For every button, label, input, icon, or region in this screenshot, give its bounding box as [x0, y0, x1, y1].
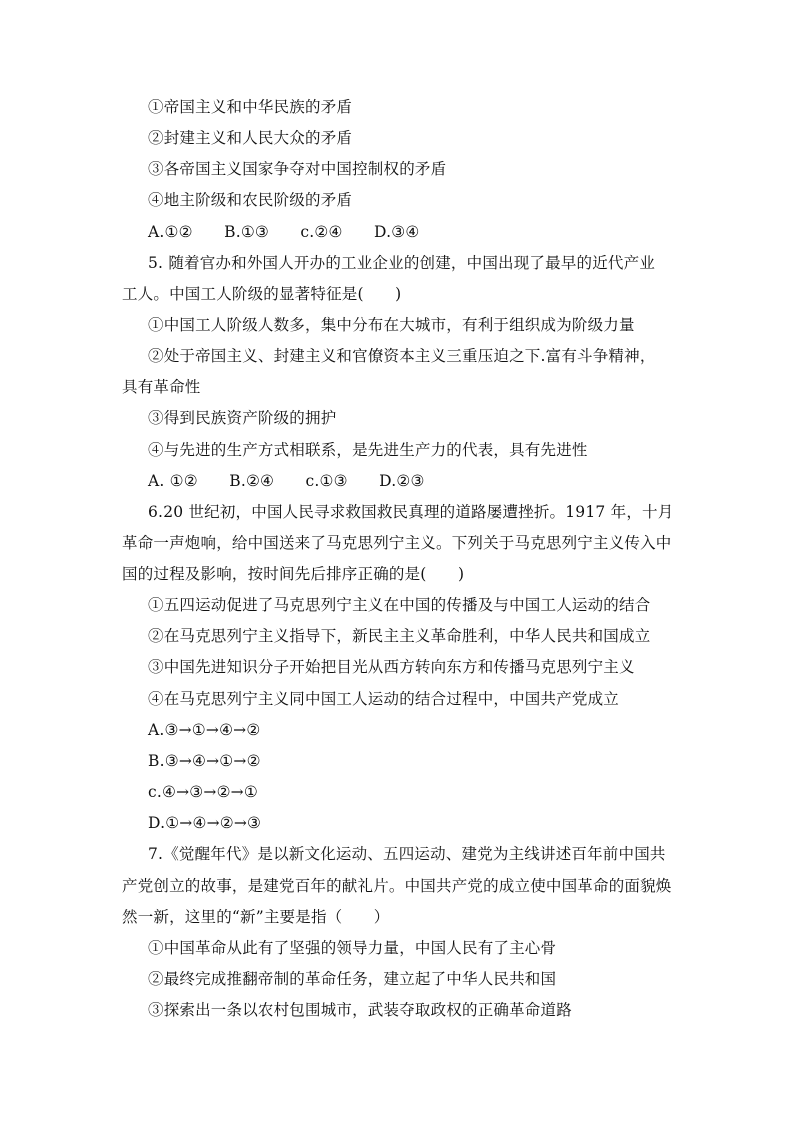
answer-choices: A. ①② B.②④ c.①③ D.②③: [148, 472, 425, 490]
option-line: ④与先进的生产方式相联系，是先进生产力的代表，具有先进性: [148, 441, 588, 459]
option-line: ②封建主义和人民大众的矛盾: [148, 129, 353, 147]
option-line: ①中国工人阶级人数多，集中分布在大城市，有利于组织成为阶级力量: [148, 316, 635, 334]
option-line: ①帝国主义和中华民族的矛盾: [148, 98, 353, 116]
option-line: ③得到民族资产阶级的拥护: [148, 409, 337, 427]
answer-choice-b: B.③→④→①→②: [148, 752, 261, 770]
question-7-stem-cont: 产党创立的故事，是建党百年的献礼片。中国共产党的成立使中国革命的面貌焕: [122, 877, 672, 895]
answer-choice-a: A.③→①→④→②: [148, 721, 261, 739]
option-line: ①中国革命从此有了坚强的领导力量，中国人民有了主心骨: [148, 939, 557, 957]
option-line: ②处于帝国主义、封建主义和官僚资本主义三重压迫之下.富有斗争精神，: [148, 347, 656, 365]
question-6-stem: 6.20 世纪初，中国人民寻求救国救民真理的道路屡遭挫折。1917 年，十月: [148, 503, 674, 521]
question-6-stem-cont: 革命一声炮响，给中国送来了马克思列宁主义。下列关于马克思列宁主义传入中: [122, 534, 672, 552]
option-line: ①五四运动促进了马克思列宁主义在中国的传播及与中国工人运动的结合: [148, 596, 651, 614]
option-line: ③探索出一条以农村包围城市，武装夺取政权的正确革命道路: [148, 1001, 572, 1019]
option-line: ④地主阶级和农民阶级的矛盾: [148, 191, 353, 209]
option-line: ②在马克思列宁主义指导下，新民主主义革命胜利，中华人民共和国成立: [148, 627, 651, 645]
question-6-stem-cont: 国的过程及影响，按时间先后排序正确的是( ): [122, 565, 465, 583]
question-5-stem-cont: 工人。中国工人阶级的显著特征是( ): [122, 285, 402, 303]
option-line: ②最终完成推翻帝制的革命任务，建立起了中华人民共和国: [148, 970, 557, 988]
answer-choices: A.①② B.①③ c.②④ D.③④: [148, 223, 420, 241]
option-line: ③中国先进知识分子开始把目光从西方转向东方和传播马克思列宁主义: [148, 658, 635, 676]
option-line-cont: 具有革命性: [122, 378, 201, 396]
option-line: ④在马克思列宁主义同中国工人运动的结合过程中，中国共产党成立: [148, 690, 620, 708]
question-7-stem-cont: 然一新，这里的“新”主要是指（ ）: [122, 908, 390, 926]
option-line: ③各帝国主义国家争夺对中国控制权的矛盾: [148, 160, 447, 178]
question-7-stem: 7.《觉醒年代》是以新文化运动、五四运动、建党为主线讲述百年前中国共: [148, 845, 666, 863]
answer-choice-c: c.④→③→②→①: [148, 783, 258, 801]
answer-choice-d: D.①→④→②→③: [148, 814, 262, 832]
question-5-stem: 5. 随着官办和外国人开办的工业企业的创建，中国出现了最早的近代产业: [148, 254, 656, 272]
